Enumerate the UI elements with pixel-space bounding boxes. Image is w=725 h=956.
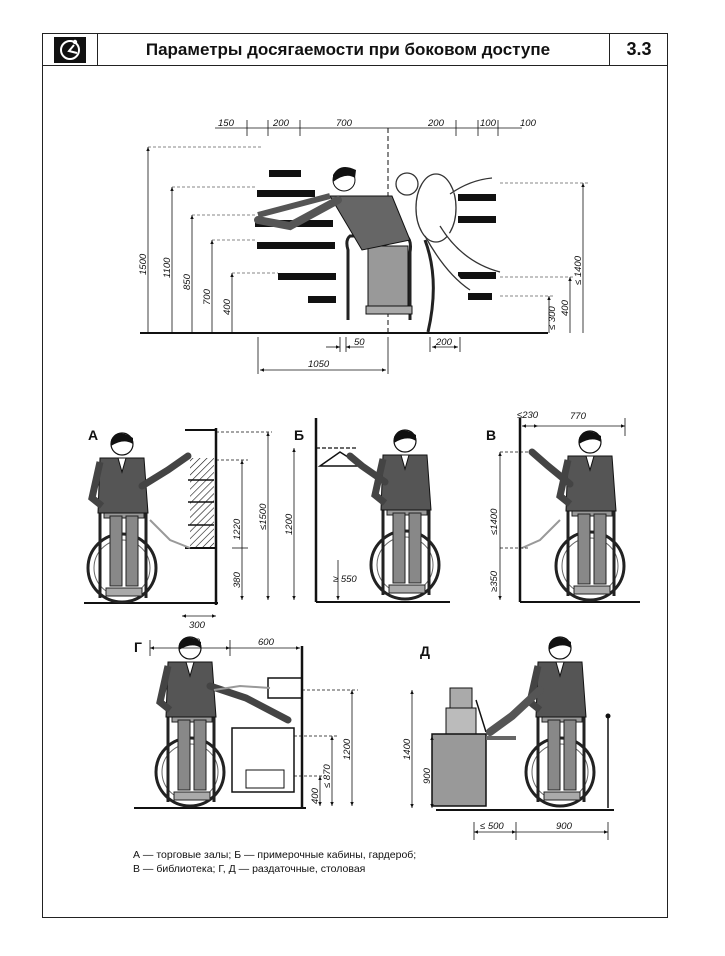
shelf — [468, 293, 492, 300]
panel-v — [486, 410, 640, 602]
dim-1050: 1050 — [308, 359, 330, 370]
dim-top-200b: 200 — [428, 118, 444, 129]
dim-top-100: 100 — [480, 118, 496, 129]
dim-g-760: 760 — [184, 637, 200, 648]
panel-letter-b: Б — [294, 427, 305, 443]
dim-a-1220: 1220 — [232, 518, 243, 540]
shelf — [257, 190, 315, 197]
dim-g-1200: 1200 — [342, 738, 353, 760]
legend-line-2: В — библиотека; Г, Д — раздаточные, столовая — [133, 863, 366, 875]
dim-top-100b: 100 — [520, 118, 536, 129]
dim-1100: 1100 — [162, 257, 173, 278]
dim-v-le-230: ≤230 — [517, 410, 539, 421]
shelf — [458, 216, 496, 223]
dim-v-le-1400: ≤1400 — [489, 508, 500, 535]
panel-letter-a: А — [88, 427, 99, 443]
shelf — [308, 296, 336, 303]
dim-200-bottom: 200 — [436, 337, 452, 348]
panel-b — [284, 418, 450, 602]
dim-g-le-870: ≤ 870 — [322, 764, 333, 788]
dim-le-300: ≤ 300 — [547, 306, 558, 330]
dim-top-700: 700 — [336, 118, 352, 129]
legend-line-1: А — торговые залы; Б — примерочные кабины, гардероб; — [133, 849, 417, 861]
dim-top-200: 200 — [273, 118, 289, 129]
dim-d-900-height: 900 — [422, 768, 433, 784]
top-figure — [138, 118, 590, 374]
dim-b-1200: 1200 — [284, 513, 295, 535]
dim-d-le-500: ≤ 500 — [480, 821, 504, 832]
panel-letter-d: Д — [420, 643, 430, 659]
shelf — [458, 194, 496, 201]
panel-g — [134, 637, 358, 808]
panel-letter-g: Г — [134, 639, 142, 655]
dim-le-1400: ≤ 1400 — [573, 256, 584, 285]
panel-a — [84, 427, 272, 631]
dim-400: 400 — [222, 299, 233, 315]
dim-a-380: 380 — [232, 572, 243, 588]
dim-1500: 1500 — [138, 253, 149, 275]
dim-700: 700 — [202, 289, 213, 305]
dim-b-ge-550: ≥ 550 — [333, 574, 357, 585]
dim-d-1400: 1400 — [402, 738, 413, 760]
dim-v-770: 770 — [570, 411, 586, 422]
panel-letter-v: В — [486, 427, 497, 443]
dim-50: 50 — [354, 337, 365, 348]
dim-a-300: 300 — [189, 620, 205, 631]
shelf — [278, 273, 336, 280]
shelf — [458, 272, 496, 279]
dim-v-ge-350: ≥350 — [489, 570, 500, 592]
dim-top-150: 150 — [218, 118, 234, 129]
dim-g-400: 400 — [310, 788, 321, 804]
dim-850: 850 — [182, 274, 193, 290]
shelf — [257, 242, 335, 249]
panel-d — [402, 637, 614, 840]
dim-d-900-width: 900 — [556, 821, 572, 832]
legend — [133, 848, 416, 876]
dim-400-right: 400 — [560, 300, 571, 316]
section-number: 3.3 — [609, 33, 668, 66]
page-title: Параметры досягаемости при боковом доступе — [145, 40, 551, 59]
dim-g-600: 600 — [258, 637, 274, 648]
shelf — [269, 170, 301, 177]
dim-a-le-1500: ≤1500 — [258, 503, 269, 530]
